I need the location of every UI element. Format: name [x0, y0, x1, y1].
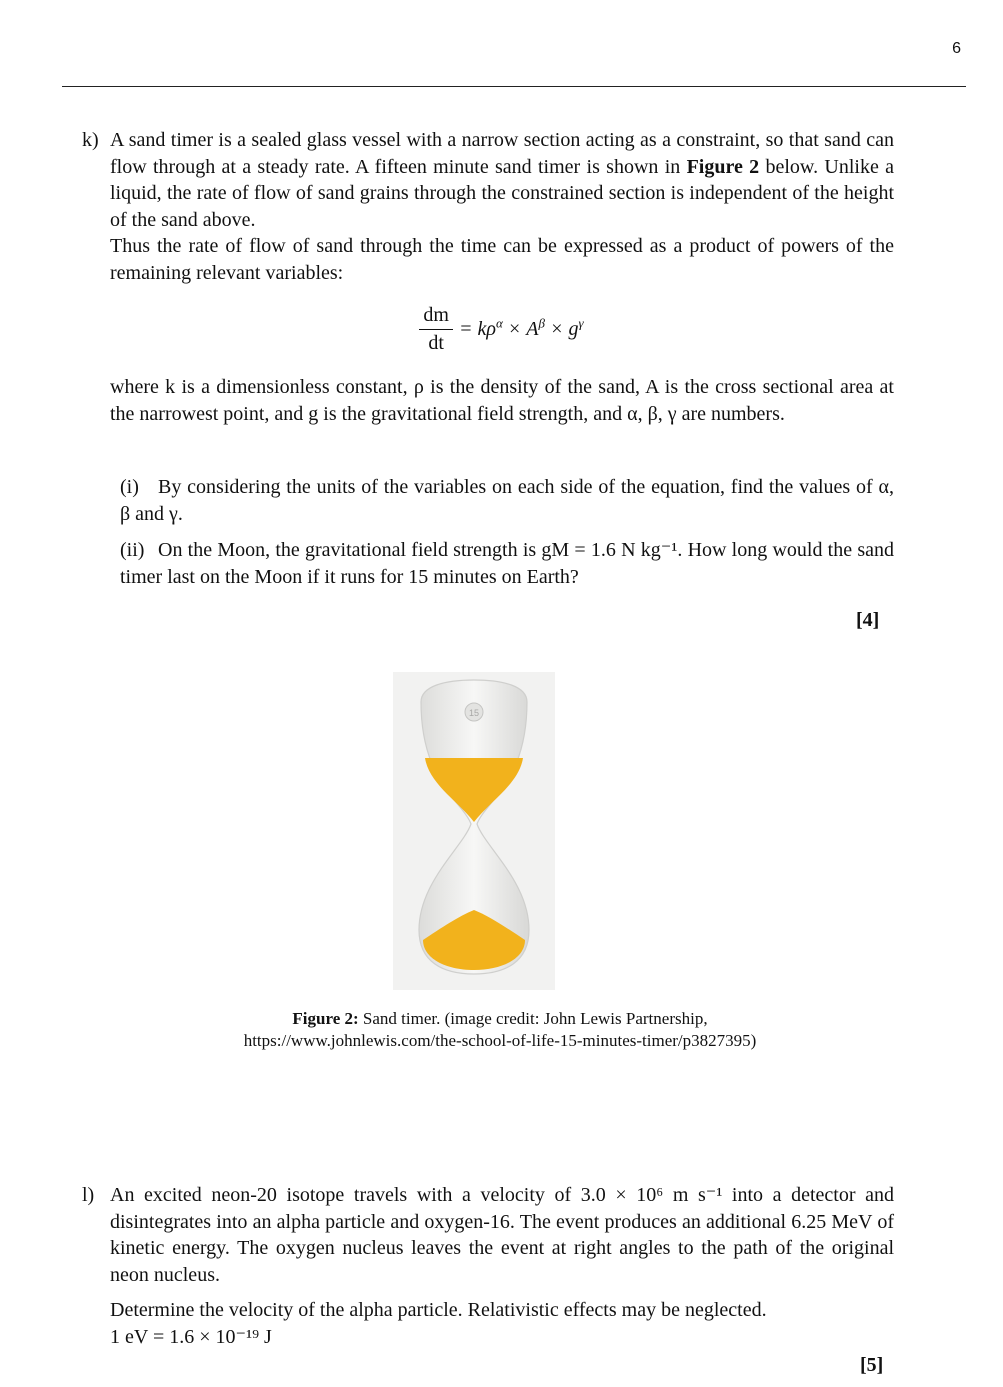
question-l-text: An excited neon-20 isotope travels with a velocity of 3.0 × 10⁶ m s⁻¹ into a detector and disintegrates into an alpha particle and oxygen-16. The event produces an additional 6.25 MeV of kinetic energy. The oxygen nucleus leaves the event at right angles to the path of the original neon nucleus. — [110, 1184, 894, 1286]
question-k-thus: Thus the rate of flow of sand through the time can be expressed as a product of powers of the remaining relevant variables: — [110, 235, 894, 284]
sand-timer-image — [393, 672, 555, 990]
top-sand — [425, 758, 523, 822]
dial-label: 15 — [468, 708, 480, 718]
question-k-label: k) — [82, 129, 99, 151]
figure-caption-url: https://www.johnlewis.com/the-school-of-life-15-minutes-timer/p3827395) — [243, 1031, 757, 1050]
question-k-where: where k is a dimensionless constant, ρ is the density of the sand, A is the cross sectional area at the narrowest point, and g is the gravitational field strength, and α, β, γ are numbers. — [110, 376, 894, 425]
question-l-label: l) — [82, 1184, 95, 1206]
question-l-determine: Determine the velocity of the alpha particle. Relativistic effects may be neglected. — [110, 1299, 767, 1321]
equation-fraction: $\frac{dm}{dt}$ — [419, 304, 453, 355]
flow-equation: $\frac{dm}{dt}$ = $k\rho^\alpha \times A^\beta \times g^\gamma$ — [0, 304, 1003, 355]
question-k-marks: [4] — [856, 609, 880, 631]
figure-caption — [150, 1008, 850, 1052]
question-k-part-i: (i) By considering the units of the variables on each side of the equation, find the values of α, β and γ. — [120, 476, 894, 525]
page-number: 6 — [952, 40, 961, 57]
question-k-intro: A sand timer is a sealed glass vessel with a narrow section acting as a constraint, so that sand can flow through at a steady rate. A fifteen minute sand timer is shown in Figure 2 below. Unlike a liquid, the rate of flow of sand grains through the constrained section is independent of the height of the sand above. — [110, 129, 895, 231]
header-rule — [62, 86, 966, 87]
question-k-part-ii: (ii) On the Moon, the gravitational field strength is gM = 1.6 N kg⁻¹. How long would the sand timer last on the Moon if it runs for 15 minutes on Earth? — [120, 539, 894, 588]
question-l-marks: [5] — [860, 1354, 884, 1376]
figure-caption-text: Sand timer. (image credit: John Lewis Partnership, — [362, 1009, 708, 1028]
figure-reference: Figure 2 — [686, 155, 760, 178]
hourglass-drawing — [393, 672, 555, 990]
figure-caption-label: Figure 2: — [292, 1009, 359, 1028]
electronvolt-conversion: 1 eV = 1.6 × 10⁻¹⁹ J — [110, 1326, 272, 1348]
